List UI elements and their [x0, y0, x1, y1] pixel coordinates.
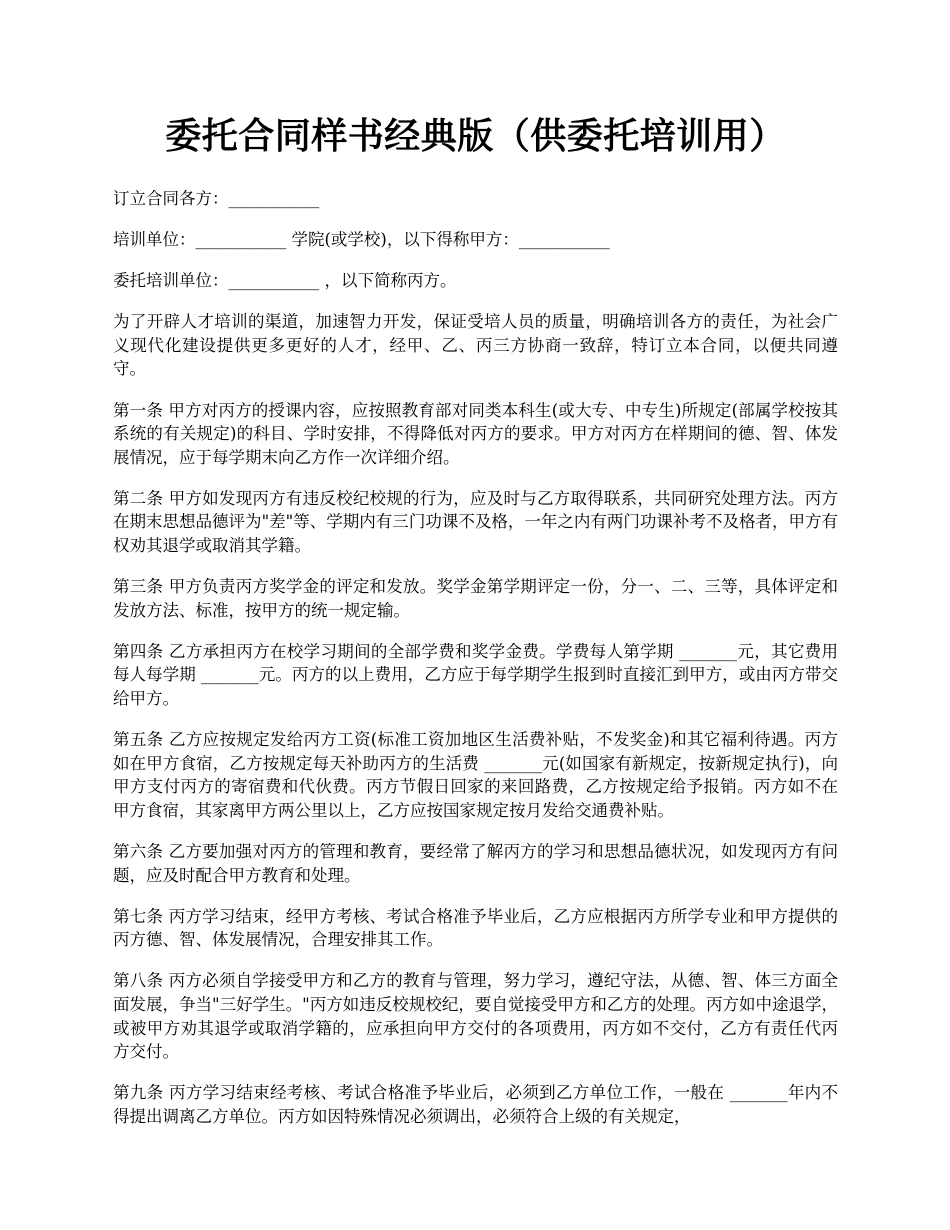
article-1: 第一条 甲方对丙方的授课内容，应按照教育部对同类本科生(或大专、中专生)所规定(部属学校按其系统的有关规定)的科目、学时安排，不得降低对丙方的要求。甲方对丙方在样期间的德、智、体发展情况，应于每学期末向乙方作一次详细介绍。	[113, 400, 838, 467]
article-4: 第四条 乙方承担丙方在校学习期间的全部学费和奖学金费。学费每人第学期 _______元，其它费用每人每学期 _______元。丙方的以上费用，乙方应于每学期学生报到时直接汇到甲方，或由丙方带交给甲方。	[113, 641, 838, 708]
article-2: 第二条 甲方如发现丙方有违反校纪校规的行为，应及时与乙方取得联系，共同研究处理方法。丙方在期末思想品德评为"差"等、学期内有三门功课不及格，一年之内有两门功课补考不及格者，甲方有权劝其退学或取消其学籍。	[113, 488, 838, 556]
parties-line: 订立合同各方：___________	[113, 189, 320, 208]
article-5: 第五条 乙方应按规定发给丙方工资(标准工资加地区生活费补贴，不发奖金)和其它福利待遇。丙方如在甲方食宿，乙方按规定每天补助丙方的生活费 _______元(如国家有新规定，按新规定执行)，向甲方支付丙方的寄宿费和代伙费。丙方节假日回家的来回路费，乙方按规定给予报销。丙方如不在甲方食宿，其家离甲方两公里以上，乙方应按国家规定按月发给交通费补贴。	[113, 730, 838, 820]
preamble-paragraph: 为了开辟人才培训的渠道，加速智力开发，保证受培人员的质量，明确培训各方的责任，为社会广义现代化建设提供更多更好的人才，经甲、乙、丙三方协商一致辞，特订立本合同，以便共同遵守。	[113, 312, 838, 379]
article-8: 第八条 丙方必须自学接受甲方和乙方的教育与管理，努力学习，遵纪守法，从德、智、体三方面全面发展，争当"三好学生。"丙方如违反校规校纪，要自觉接受甲方和乙方的处理。丙方如中途退学，或被甲方劝其退学或取消学籍的，应承担向甲方交付的各项费用，丙方如不交付，乙方有责任代丙方交付。	[113, 971, 838, 1062]
article-7: 第七条 丙方学习结束，经甲方考核、考试合格准予毕业后，乙方应根据丙方所学专业和甲方提供的丙方德、智、体发展情况，合理安排其工作。	[113, 906, 838, 950]
article-3: 第三条 甲方负责丙方奖学金的评定和发放。奖学金第学期评定一份，分一、二、三等，具体评定和发放方法、标准，按甲方的统一规定输。	[113, 577, 838, 620]
document-title: 委托合同样书经典版（供委托培训用）	[165, 115, 786, 157]
training-unit-line: 培训单位：___________ 学院(或学校)，以下得称甲方：___________	[113, 230, 610, 250]
article-9: 第九条 丙方学习结束经考核、考试合格准予毕业后，必须到乙方单位工作，一般在 _______年内不得提出调离乙方单位。丙方如因特殊情况必须调出，必须符合上级的有关规定，	[113, 1083, 838, 1126]
article-6: 第六条 乙方要加强对丙方的管理和教育，要经常了解丙方的学习和思想品德状况，如发现丙方有问题，应及时配合甲方教育和处理。	[113, 841, 838, 885]
entrusting-unit-line: 委托培训单位：___________ ，以下简称丙方。	[113, 271, 457, 291]
